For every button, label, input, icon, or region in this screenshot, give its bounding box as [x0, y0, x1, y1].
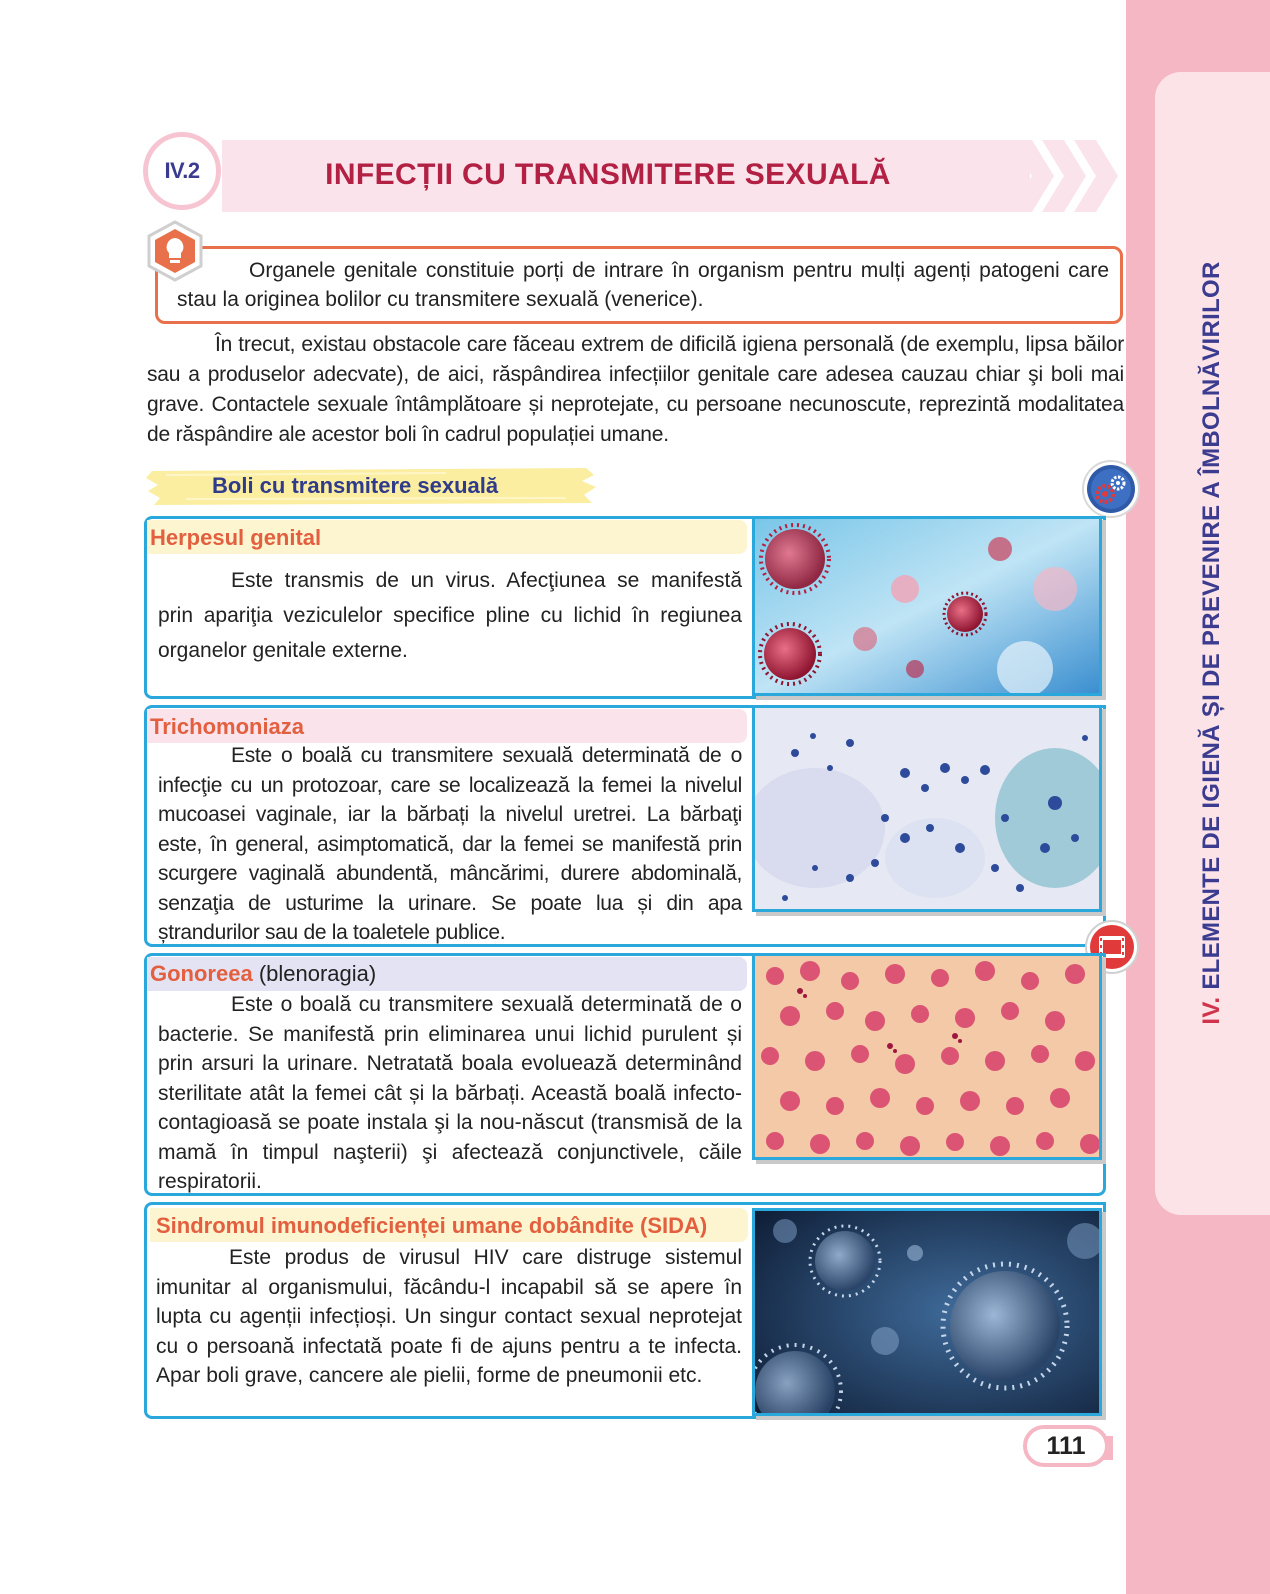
intro-text: Organele genitale constituie porți de intrare în organism pentru mulți agenți patogeni care stau la originea bolilor cu transmitere sexuală (venerice). [177, 259, 1109, 311]
card-trichomoniaza-text: Este o boală cu transmitere sexuală determinată de o infecţie cu un protozoar, care se localizează la femei la nivelul mucoasei vaginale, iar la bărbați la nivelul uretrei. La bărbaţi este, în general, asimptomatică, dar la femei se manifestă prin scurgere vaginală abundentă, mâncărimi, durere abdominală, senzaţia de usturime la urinare. Se poate lua și din apa ștrandurilor sau de la toaletele publice. [158, 744, 742, 944]
card-sida-title: Sindromul imunodeficienței umane dobândite (SIDA) [156, 1213, 708, 1238]
card-gonoreea-text: Este o boală cu transmitere sexuală determinată de o bacterie. Se manifestă prin eliminarea unui lichid purulent și prin arsuri la urinare. Netratată boala evoluează determinând sterilitate atât la femei cât și la bărbați. Această boală infecto-contagioasă se poate instala şi la nou-născut (transmisă de la mamă în timpul naşterii) şi afectează conjunctivele, căile respiratorii. [158, 993, 742, 1193]
chevrons-decoration [1010, 140, 1125, 212]
herpes-virus-image [752, 516, 1102, 696]
page-title: INFECȚII CU TRANSMITERE SEXUALĂ [325, 158, 891, 191]
page-number: 111 [1023, 1425, 1109, 1467]
trichomonas-smear-image [752, 705, 1102, 912]
gears-icon[interactable] [1081, 459, 1141, 519]
section-label: Boli cu transmitere sexuală [212, 473, 499, 498]
lesson-badge: IV.2 [143, 132, 221, 210]
gonorrhea-smear-image [752, 953, 1102, 1160]
card-herpes-text: Este transmis de un virus. Afecţiunea se manifestă prin apariţia veziculelor specifice pline cu lichid în regiunea organelor genitale externe. [158, 569, 742, 662]
hiv-virus-image [752, 1208, 1102, 1416]
card-herpes-title: Herpesul genital [150, 525, 322, 550]
card-gonoreea-name: Gonoreea [150, 961, 253, 986]
card-sida-text: Este produs de virusul HIV care distruge sistemul imunitar al organismului, făcându-l incapabil să se apere în lupta cu agenții infecțioși. Un singur contact sexual neprotejat cu o persoană infectată poate fi de ajuns pentru a te infecta. Apar boli grave, cancere ale pielii, forme de pneumonii etc. [156, 1246, 742, 1387]
chapter-title [1198, 261, 1226, 1024]
card-gonoreea-title [150, 961, 376, 987]
chapter-number: IV. [1198, 996, 1225, 1025]
chapter-title-text: ELEMENTE DE IGIENĂ ȘI DE PREVENIRE A ÎMBOLNĂVIRILOR [1198, 261, 1225, 990]
card-gonoreea-subtitle: (blenoragia) [258, 961, 377, 986]
intro-paragraph: În trecut, existau obstacole care făceau extrem de dificilă igiena personală (de exemplu, lipsa băilor sau a produselor adecvate), de aici, răspândirea infecțiilor genitale care adesea cauzau chiar şi boli mai grave. Contactele sexuale întâmplătoare și neprotejate, cu persoane necunoscute, reprezintă modalitatea de răspândire ale acestor boli în cadrul populației umane. [147, 333, 1124, 446]
card-trichomoniaza-title: Trichomoniaza [150, 714, 305, 739]
